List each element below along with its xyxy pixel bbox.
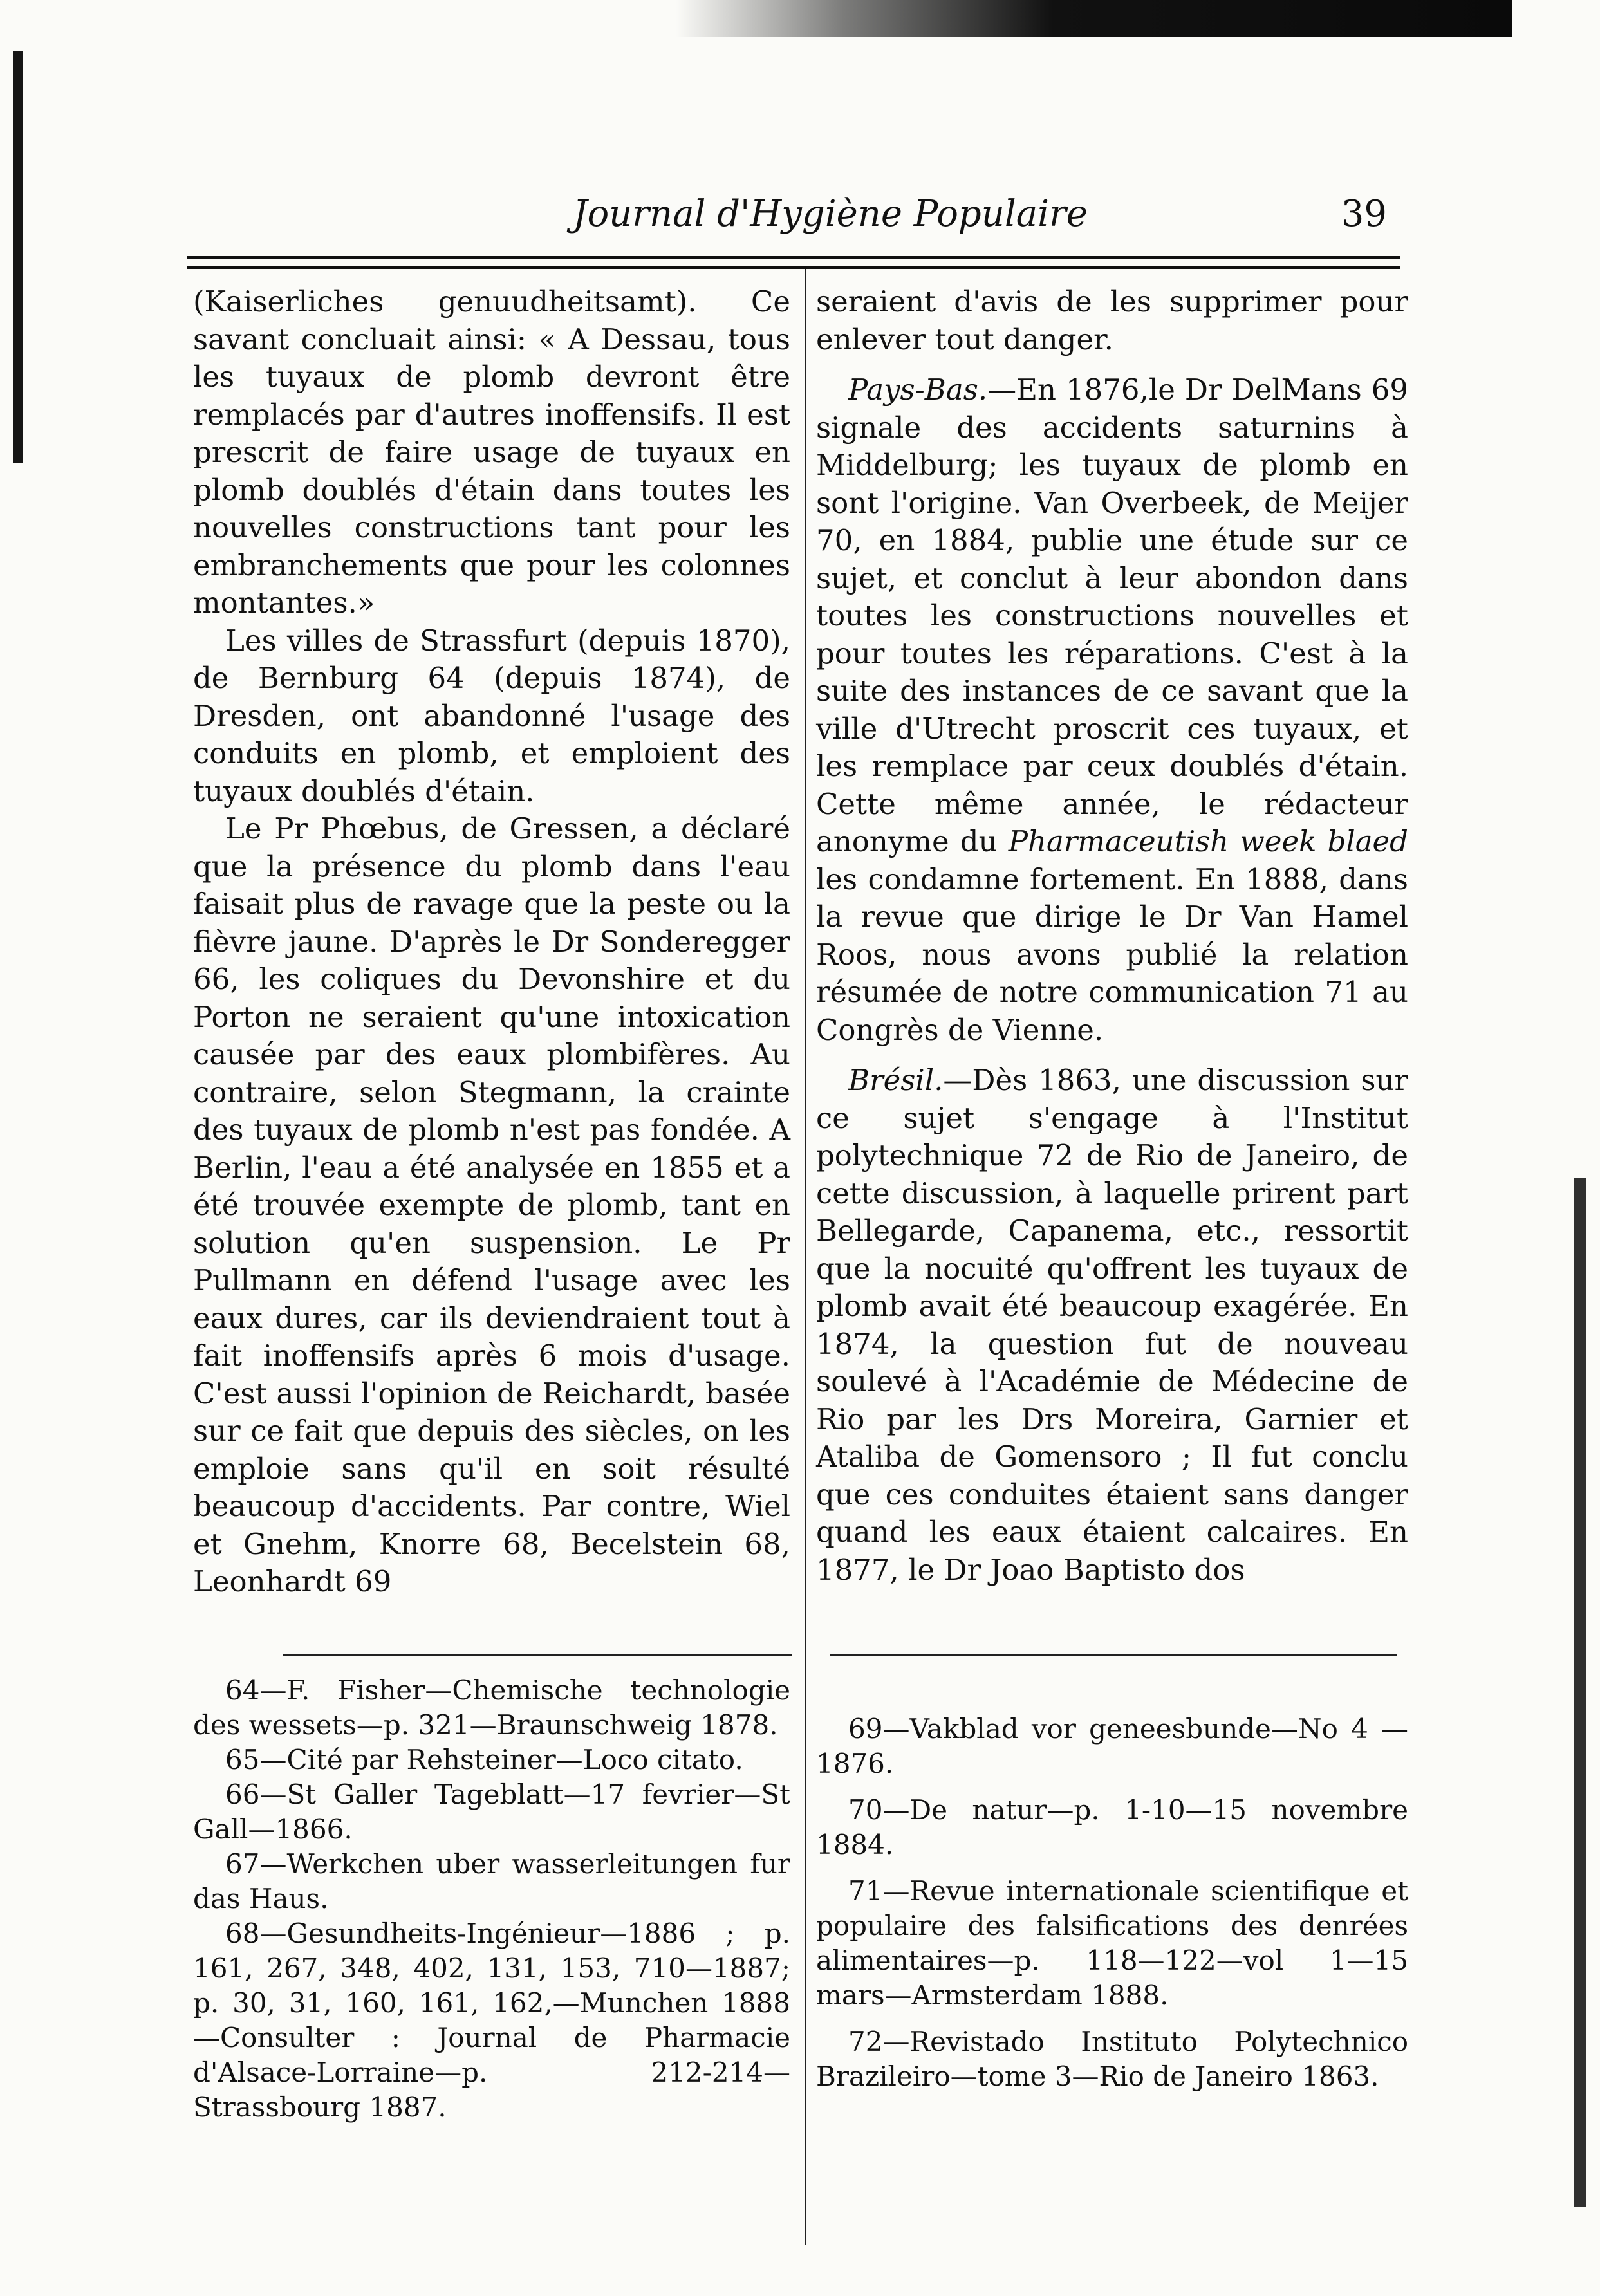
footnote-rule-left: [283, 1654, 792, 1656]
right-paragraph-1: seraient d'avis de les supprimer pour enlever tout danger.: [816, 284, 1408, 356]
scan-edge-right: [1574, 1178, 1586, 2207]
footnote-64: 64—F. Fisher—Chemische technologie des wessets—p. 321—Braunschweig 1878.: [193, 1674, 790, 1741]
section-label-pays-bas: Pays-Bas.: [848, 373, 988, 407]
right-paragraph-bresil: [816, 1062, 1408, 1589]
pays-bas-text: —En 1876,le Dr DelMans 69 signale des accidents saturnins à Middelburg; les tuyaux de plomb en sont l'origine. Van Overbeek, de Meijer 70, en 1884, publie une étude sur ce sujet, et conclut à leur abondon dans toutes les constructions nouvelles et pour toutes les réparations. C'est à la suite des instances de ce savant que la ville d'Utrecht proscrit ces tuyaux, et les remplace par ceux doublés d'étain. Cette même année, le rédacteur anonyme du: [816, 373, 1408, 858]
left-paragraph-2: Les villes de Strassfurt (depuis 1870), de Bernburg 64 (depuis 1874), de Dresden, ont abandonné l'usage des conduits en plomb, et emploient des tuyaux doublés d'étain.: [193, 623, 790, 808]
left-column: [193, 283, 790, 1601]
footnotes-left: [193, 1673, 790, 2125]
footnote-rule-right: [830, 1654, 1397, 1656]
footnote-69: 69—Vakblad vor geneesbunde—No 4 —1876.: [816, 1713, 1408, 1779]
running-title: Journal d'Hygiène Populaire: [573, 193, 1088, 235]
bresil-text: —Dès 1863, une discussion sur ce sujet s'engage à l'Institut polytechnique 72 de Rio de Janeiro, de cette discussion, à laquelle prirent part Bellegarde, Capanema, etc., ressortit que la nocuité qu'offrent les tuyaux de plomb avait été beaucoup exagérée. En 1874, la question fut de nouveau soulevé à l'Académie de Médecine de Rio par les Drs Moreira, Garnier et Ataliba de Gomensoro ; Il fut conclu que ces conduites étaient sans danger quand les eaux étaient calcaires. En 1877, le Dr Joao Baptisto dos: [816, 1063, 1408, 1587]
footnote-71: 71—Revue internationale scientifique et populaire des falsifications des denrées alimentaires—p. 118—122—vol 1—15 mars—Armsterdam 1888.: [816, 1875, 1408, 2011]
scan-edge-left: [13, 51, 23, 463]
footnote-68: 68—Gesundheits-Ingénieur—1886 ; p. 161, 267, 348, 402, 131, 153, 710—1887; p. 30, 31, 160, 161, 162,—Munchen 1888 —Consulter : Journal de Pharmacie d'Alsace-Lorraine—p. 212-214— Strassbourg 1887.: [193, 1918, 790, 2123]
journal-title: Pharmaceutish week blaed: [1008, 824, 1408, 858]
page-header: [180, 193, 1403, 251]
section-label-bresil: Brésil.: [848, 1063, 944, 1097]
pays-bas-text-end: les condamne fortement. En 1888, dans la revue que dirige le Dr Van Hamel Roos, nous avons publié la relation résumée de notre communication 71 au Congrès de Vienne.: [816, 862, 1408, 1047]
page-number: 39: [1341, 193, 1387, 235]
footnote-72: 72—Revistado Instituto Polytechnico Brazileiro—tome 3—Rio de Janeiro 1863.: [816, 2026, 1408, 2092]
footnote-67: 67—Werkchen uber wasserleitungen fur das Haus.: [193, 1848, 790, 1914]
right-column: [816, 283, 1408, 1589]
header-rule: [187, 256, 1400, 269]
left-paragraph-1: (Kaiserliches genuudheitsamt). Ce savant concluait ainsi: « A Dessau, tous les tuyaux de plomb devront être remplacés par d'autres inoffensifs. Il est prescrit de faire usage de tuyaux en plomb doublés d'étain dans toutes les nouvelles constructions tant pour les embranchements que pour les colonnes montantes.»: [193, 284, 790, 620]
footnote-65: 65—Cité par Rehsteiner—Loco citato.: [225, 1744, 743, 1775]
column-divider: [805, 269, 806, 2245]
footnotes-right: [816, 1712, 1408, 2106]
right-paragraph-pays-bas: [816, 371, 1408, 1049]
footnote-66: 66—St Galler Tageblatt—17 fevrier—St Gall—1866.: [193, 1779, 790, 1845]
scan-edge-top: [676, 0, 1512, 37]
left-paragraph-3: Le Pr Phœbus, de Gressen, a déclaré que la présence du plomb dans l'eau faisait plus de ravage que la peste ou la fièvre jaune. D'après le Dr Sonderegger 66, les coliques du Devonshire et du Porton ne seraient qu'une intoxication causée par des eaux plombifères. Au contraire, selon Stegmann, la crainte des tuyaux de plomb n'est pas fondée. A Berlin, l'eau a été analysée en 1855 et a été trouvée exempte de plomb, tant en solution qu'en suspension. Le Pr Pullmann en défend l'usage avec les eaux dures, car ils deviendraient tout à fait inoffensifs après 6 mois d'usage. C'est aussi l'opinion de Reichardt, basée sur ce fait que depuis des siècles, on les emploie sans qu'il en soit résulté beaucoup d'accidents. Par contre, Wiel et Gnehm, Knorre 68, Becelstein 68, Leonhardt 69: [193, 811, 790, 1598]
footnote-70: 70—De natur—p. 1-10—15 novembre 1884.: [816, 1794, 1408, 1860]
